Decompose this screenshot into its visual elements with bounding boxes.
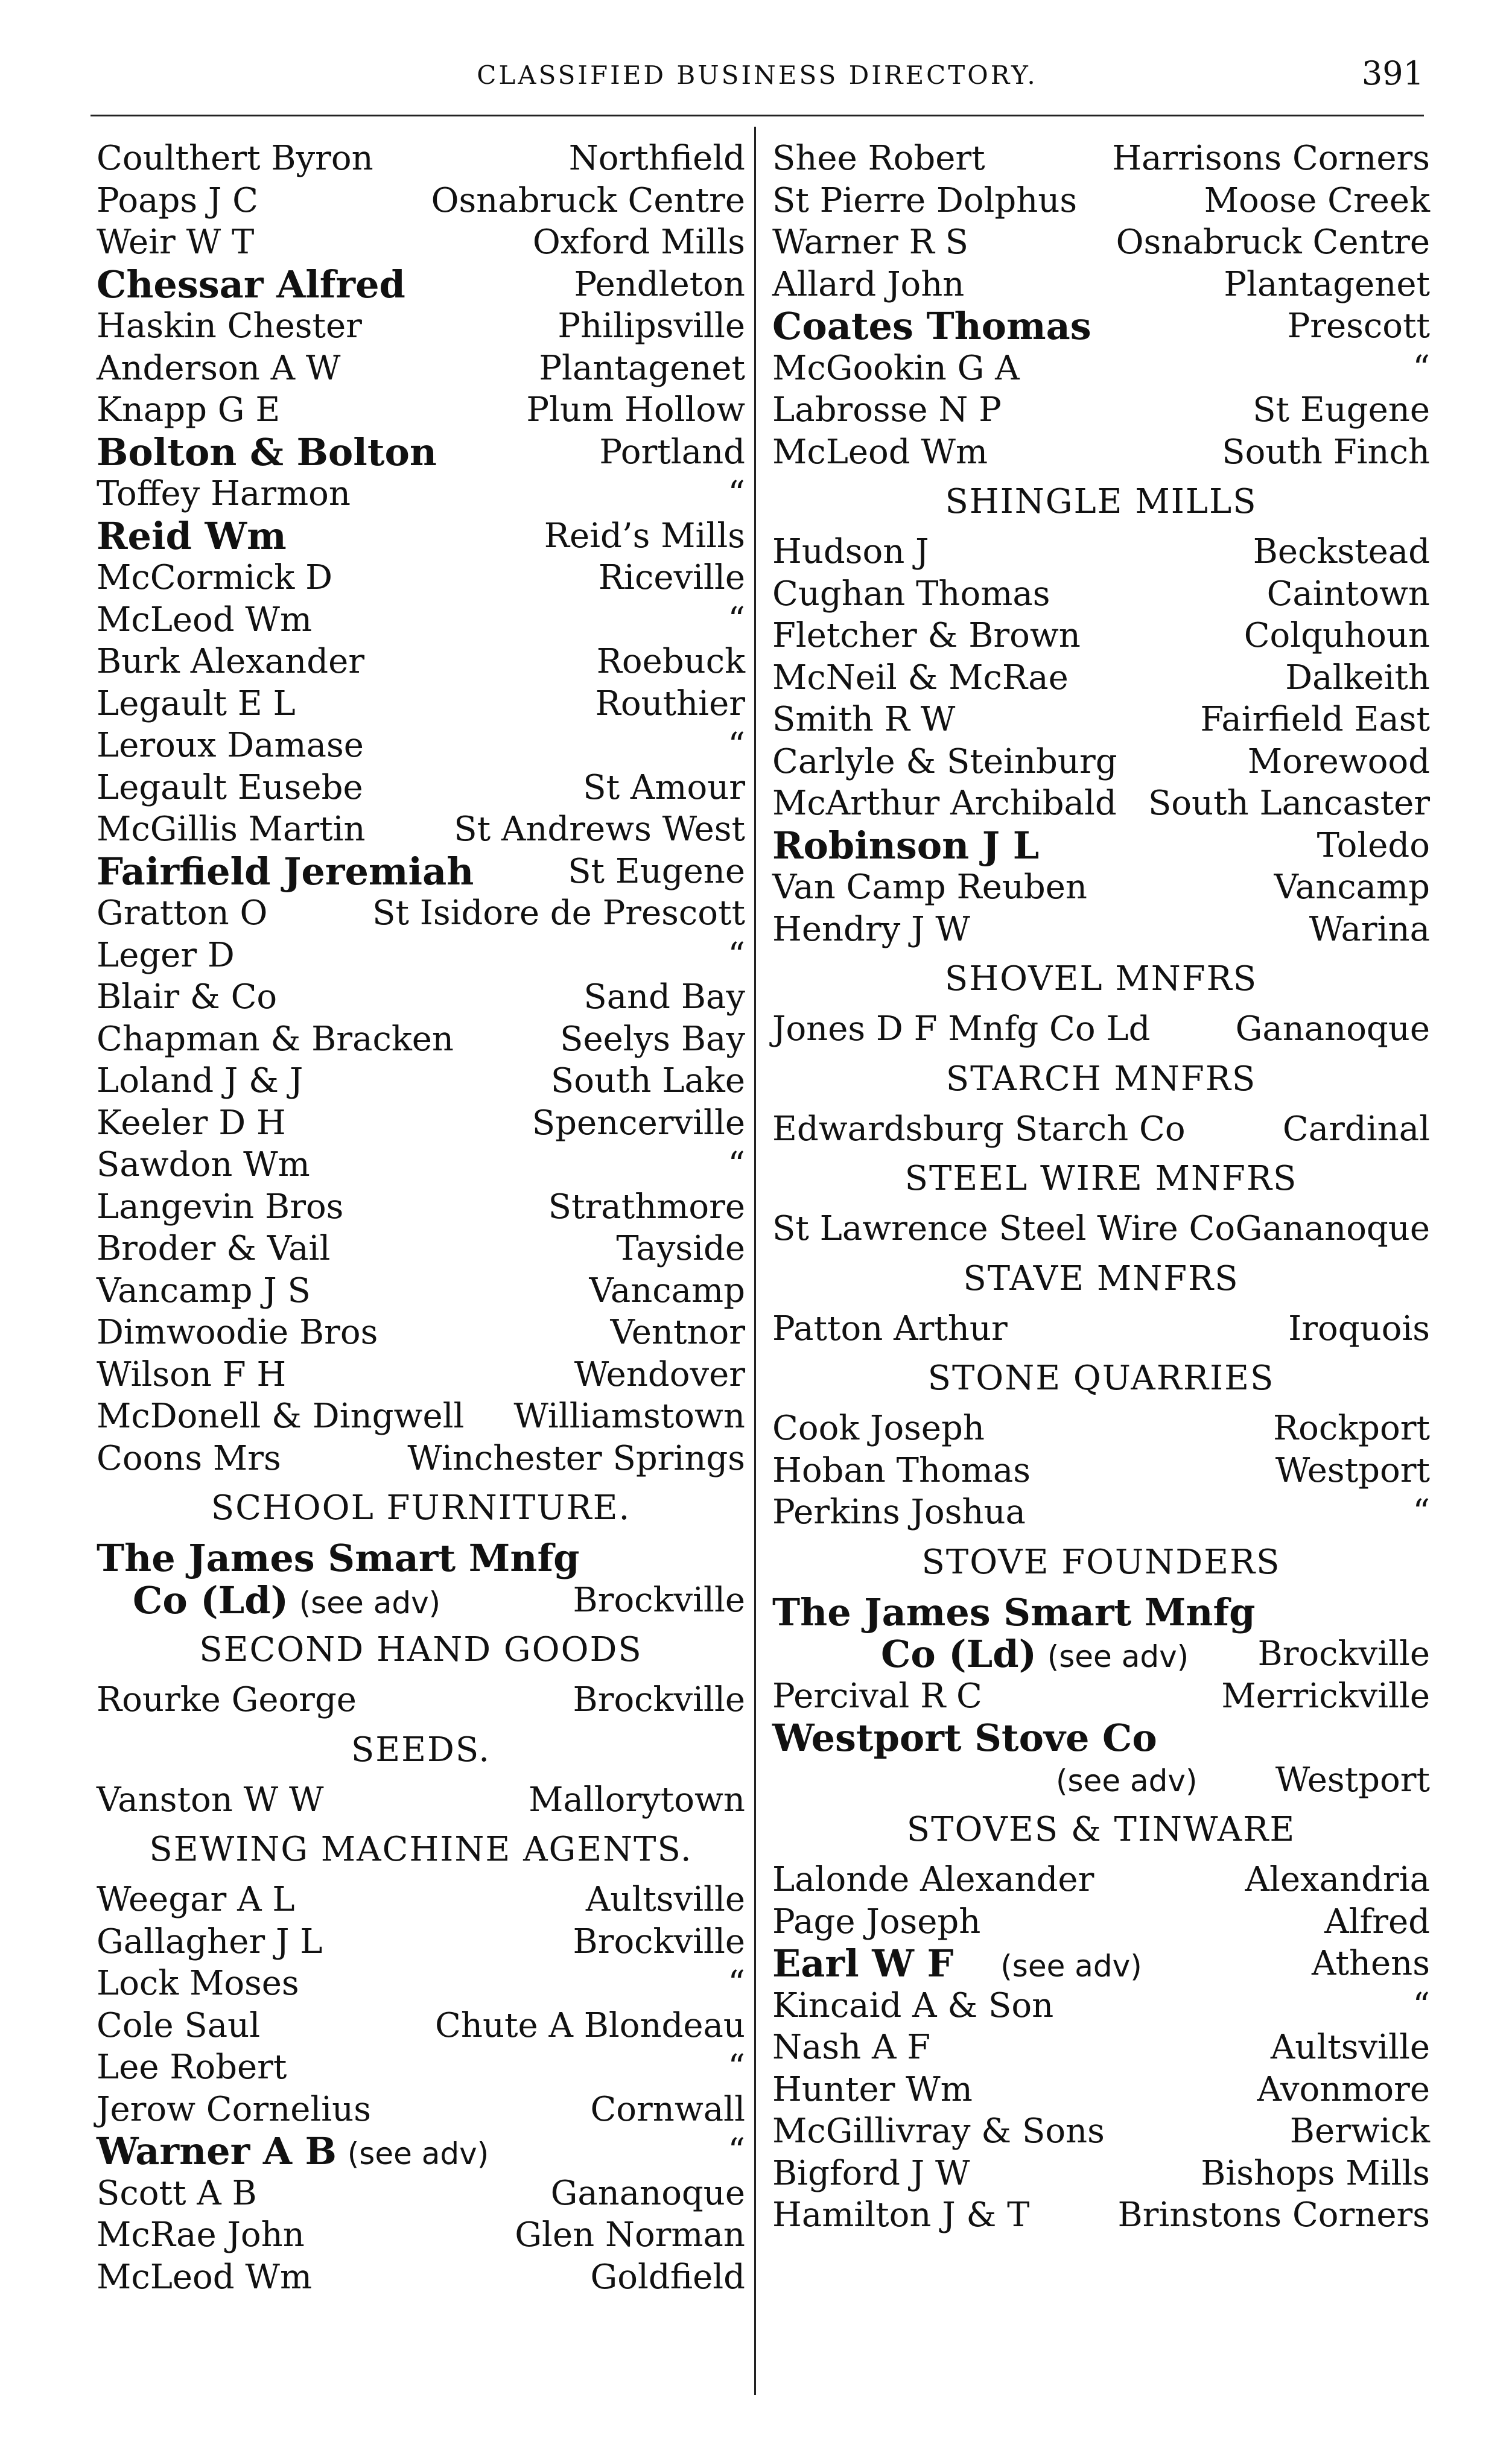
section-heading: SHINGLE MILLS — [945, 482, 1257, 521]
page-number: 391 — [1361, 54, 1424, 92]
list-item: Co (Ld) (see adv) Brockville — [881, 1632, 1430, 1676]
list-item: Westport Stove Co — [772, 1716, 1157, 1760]
list-item: Vancamp J S Vancamp — [97, 1271, 745, 1310]
list-item: Hudson J Beckstead — [772, 532, 1430, 571]
list-item: Leroux Damase “ — [97, 726, 745, 765]
list-item: Gratton O St Isidore de Prescott — [97, 894, 745, 933]
list-item: Anderson A W Plantagenet — [97, 348, 745, 388]
list-item: Chessar Alfred Pendleton — [97, 262, 745, 306]
list-item: (see adv) Westport — [1056, 1760, 1430, 1800]
list-item: Reid Wm Reid’s Mills — [97, 513, 745, 558]
list-item: The James Smart Mnfg — [772, 1590, 1256, 1634]
list-item: Langevin Bros Strathmore — [97, 1187, 745, 1227]
list-item: Shee Robert Harrisons Corners — [772, 139, 1430, 178]
section-heading: SEWING MACHINE AGENTS. — [149, 1830, 693, 1869]
list-item: Poaps J C Osnabruck Centre — [97, 180, 745, 220]
section-heading: SCHOOL FURNITURE. — [211, 1488, 631, 1528]
list-item: Co (Ld) (see adv) Brockville — [133, 1578, 745, 1622]
list-item: Cughan Thomas Caintown — [772, 574, 1430, 614]
section-heading: STONE QUARRIES — [927, 1359, 1275, 1398]
section-heading: STOVE FOUNDERS — [921, 1542, 1281, 1582]
list-item: Fairfield Jeremiah St Eugene — [97, 849, 745, 894]
list-item: Kincaid A & Son “ — [772, 1985, 1430, 2025]
list-item: McArthur Archibald South Lancaster — [772, 784, 1430, 823]
section-heading: STEEL WIRE MNFRS — [904, 1159, 1298, 1198]
list-item: McLeod Wm “ — [97, 600, 745, 640]
section-heading: SECOND HAND GOODS — [199, 1630, 643, 1669]
list-item: Lee Robert “ — [97, 2048, 745, 2087]
header-rule — [91, 115, 1424, 116]
list-item: Van Camp Reuben Vancamp — [772, 868, 1430, 907]
list-item: Patton Arthur Iroquois — [772, 1309, 1430, 1348]
list-item: Rourke George Brockville — [97, 1680, 745, 1719]
list-item: Allard John Plantagenet — [772, 264, 1430, 304]
list-item: McGillis Martin St Andrews West — [97, 810, 745, 849]
list-item: The James Smart Mnfg — [97, 1536, 580, 1580]
list-item: Loland J & J South Lake — [97, 1061, 745, 1100]
list-item: Haskin Chester Philipsville — [97, 306, 745, 346]
list-item: McGookin G A “ — [772, 348, 1430, 388]
list-item: Gallagher J L Brockville — [97, 1922, 745, 1961]
list-item: St Lawrence Steel Wire Co Gananoque — [772, 1209, 1430, 1248]
list-item: Bigford J W Bishops Mills — [772, 2153, 1430, 2193]
right-column — [772, 138, 1430, 2236]
list-item: Lalonde Alexander Alexandria — [772, 1860, 1430, 1899]
list-item: McCormick D Riceville — [97, 558, 745, 597]
list-item: Weegar A L Aultsville — [97, 1880, 745, 1919]
list-item: Page Joseph Alfred — [772, 1902, 1430, 1941]
list-item: Sawdon Wm “ — [97, 1145, 745, 1184]
list-item: Labrosse N P St Eugene — [772, 390, 1430, 430]
list-item: St Pierre Dolphus Moose Creek — [772, 180, 1430, 220]
list-item: Dimwoodie Bros Ventnor — [97, 1313, 745, 1352]
list-item: Fletcher & Brown Colquhoun — [772, 616, 1430, 655]
list-item: Wilson F H Wendover — [97, 1354, 745, 1394]
column-divider — [754, 127, 756, 2395]
list-item: Toffey Harmon “ — [97, 474, 745, 513]
list-item: Hendry J W Warina — [772, 909, 1430, 949]
section-heading: STAVE MNFRS — [963, 1259, 1239, 1298]
section-heading: STARCH MNFRS — [945, 1059, 1257, 1099]
section-heading: SHOVEL MNFRS — [944, 959, 1258, 998]
list-item: Perkins Joshua “ — [772, 1493, 1430, 1532]
list-item: Earl W F (see adv) Athens — [772, 1941, 1430, 1985]
list-item: Bolton & Bolton Portland — [97, 430, 745, 474]
list-item: McDonell & Dingwell Williamstown — [97, 1397, 745, 1436]
list-item: McGillivray & Sons Berwick — [772, 2112, 1430, 2151]
list-item: Smith R W Fairfield East — [772, 700, 1430, 739]
list-item: Blair & Co Sand Bay — [97, 977, 745, 1017]
list-item: Broder & Vail Tayside — [97, 1229, 745, 1268]
list-item: Jones D F Mnfg Co Ld Gananoque — [772, 1009, 1430, 1049]
list-item: Edwardsburg Starch Co Cardinal — [772, 1109, 1430, 1149]
list-item: Cook Joseph Rockport — [772, 1409, 1430, 1448]
list-item: Cole Saul Chute A Blondeau — [97, 2005, 745, 2045]
list-item: Keeler D H Spencerville — [97, 1103, 745, 1143]
list-item: Hoban Thomas Westport — [772, 1450, 1430, 1490]
list-item: Lock Moses “ — [97, 1964, 745, 2003]
list-item: McLeod Wm South Finch — [772, 432, 1430, 472]
section-heading: SEEDS. — [351, 1730, 491, 1770]
list-item: McLeod Wm Goldfield — [97, 2257, 745, 2297]
list-item: Warner A B (see adv) “ — [97, 2129, 745, 2173]
page-header — [91, 54, 1424, 115]
list-item: Leger D “ — [97, 935, 745, 975]
list-item: Legault Eusebe St Amour — [97, 767, 745, 807]
left-column — [97, 138, 745, 2298]
list-item: Warner R S Osnabruck Centre — [772, 223, 1430, 262]
running-title: CLASSIFIED BUSINESS DIRECTORY. — [477, 60, 1038, 90]
list-item: Chapman & Bracken Seelys Bay — [97, 1019, 745, 1059]
list-item: Coulthert Byron Northfield — [97, 139, 745, 178]
list-item: Jerow Cornelius Cornwall — [97, 2089, 745, 2129]
list-item: Coons Mrs Winchester Springs — [97, 1438, 745, 1478]
list-item: Nash A F Aultsville — [772, 2028, 1430, 2067]
list-item: McNeil & McRae Dalkeith — [772, 658, 1430, 697]
list-item: Weir W T Oxford Mills — [97, 223, 745, 262]
list-item: Scott A B Gananoque — [97, 2173, 745, 2213]
list-item: Burk Alexander Roebuck — [97, 642, 745, 681]
list-item: Hamilton J & T Brinstons Corners — [772, 2195, 1430, 2235]
list-item: Vanston W W Mallorytown — [97, 1780, 745, 1820]
list-item: Percival R C Merrickville — [772, 1676, 1430, 1716]
list-item: Robinson J L Toledo — [772, 823, 1430, 868]
list-item: Coates Thomas Prescott — [772, 304, 1430, 348]
list-item: Knapp G E Plum Hollow — [97, 390, 745, 430]
list-item: Legault E L Routhier — [97, 684, 745, 723]
list-item: McRae John Glen Norman — [97, 2215, 745, 2255]
list-item: Hunter Wm Avonmore — [772, 2069, 1430, 2109]
section-heading: STOVES & TINWARE — [906, 1810, 1296, 1849]
list-item: Carlyle & Steinburg Morewood — [772, 741, 1430, 781]
